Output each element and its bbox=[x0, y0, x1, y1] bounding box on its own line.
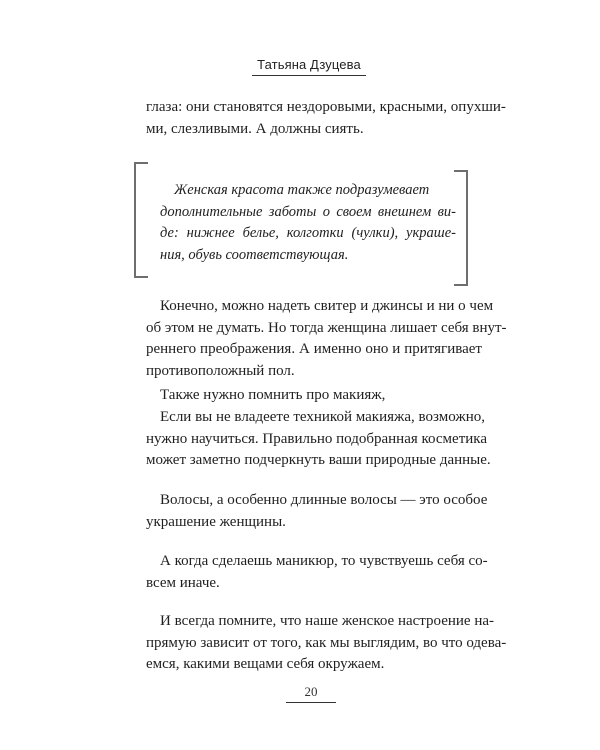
text-line: нужно научиться. Правильно подобранная косметика bbox=[146, 430, 488, 447]
text-line: Конечно, можно надеть свитер и джинсы и ни о чем bbox=[160, 298, 494, 314]
text-line: всем иначе. bbox=[146, 574, 220, 591]
text-line: противоположный пол. bbox=[146, 362, 295, 379]
text-line: Волосы, а особенно длинные волосы — это особое bbox=[160, 492, 488, 508]
quote-line: Женская красота также подразумевает bbox=[174, 182, 430, 198]
text-line: может заметно подчеркнуть ваши природные данные. bbox=[146, 452, 491, 468]
text-line: И всегда помните, что наше женское настроение на- bbox=[160, 613, 495, 629]
quote-line: де: нижнее белье, колготки (чулки), украше- bbox=[160, 225, 456, 241]
paragraph-6 bbox=[146, 551, 488, 594]
paragraph-3 bbox=[146, 385, 482, 407]
text-line: об этом не думать. Но тогда женщина лишает себя внут- bbox=[146, 319, 507, 336]
quote-bracket-right bbox=[454, 170, 468, 286]
paragraph-1 bbox=[146, 97, 506, 140]
text-line: глаза: они становятся нездоровыми, красными, опухши- bbox=[146, 99, 506, 115]
quote-text bbox=[160, 180, 456, 266]
quote-callout bbox=[134, 162, 468, 282]
paragraph-2 bbox=[146, 296, 507, 382]
text-line: ми, слезливыми. А должны сиять. bbox=[146, 120, 364, 137]
text-line: украшение женщины. bbox=[146, 513, 286, 530]
text-line: Также нужно помнить про макияж, bbox=[160, 387, 386, 403]
paragraph-7 bbox=[146, 611, 507, 676]
text-line: прямую зависит от того, как мы выглядим, во что одева- bbox=[146, 634, 507, 651]
quote-line: дополнительные заботы о своем внешнем ви- bbox=[160, 203, 456, 220]
quote-line: ния, обувь соответствующая. bbox=[160, 246, 349, 263]
text-line: реннего преображения. А именно оно и притягивает bbox=[146, 341, 482, 357]
text-line: Если вы не владеете техникой макияжа, возможно, bbox=[160, 409, 485, 425]
paragraph-4 bbox=[146, 407, 491, 472]
text-line: А когда сделаешь маникюр, то чувствуешь себя со- bbox=[160, 553, 488, 569]
quote-bracket-left bbox=[134, 162, 148, 278]
running-header-author: Татьяна Дзуцева bbox=[252, 57, 366, 76]
text-line: емся, какими вещами себя окружаем. bbox=[146, 656, 385, 672]
page-number: 20 bbox=[286, 684, 336, 703]
paragraph-5 bbox=[146, 490, 488, 533]
